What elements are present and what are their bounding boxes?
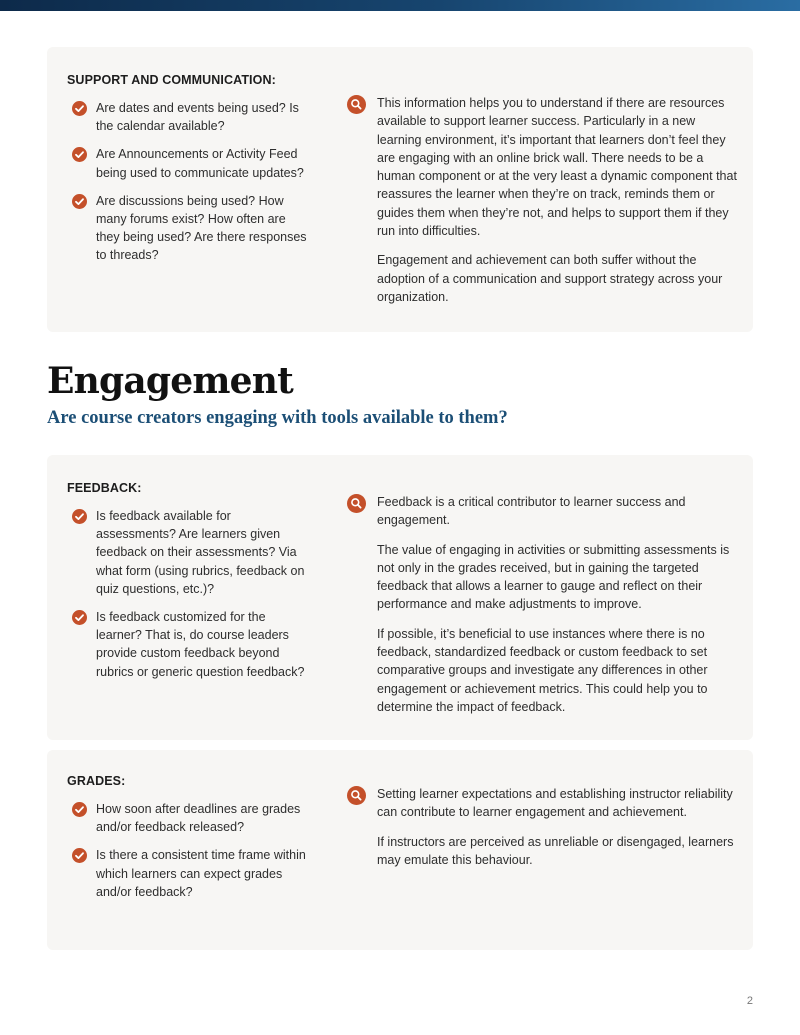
- section-heading: Engagement: [47, 360, 293, 402]
- search-icon: [347, 494, 366, 513]
- check-circle-icon: [72, 194, 87, 209]
- feedback-card: [47, 455, 753, 740]
- insight-block: [377, 785, 737, 880]
- checklist-item-text: Is there a consistent time frame within which learners can expect grades and/or feedback?: [96, 848, 306, 899]
- check-circle-icon: [72, 101, 87, 116]
- check-circle-icon: [72, 848, 87, 863]
- checklist-item: [72, 99, 307, 135]
- check-circle-icon: [72, 802, 87, 817]
- checklist-item-text: How soon after deadlines are grades and/or feedback released?: [96, 802, 301, 835]
- checklist-item: [72, 846, 307, 901]
- check-circle-icon: [72, 147, 87, 162]
- insight-paragraph: If instructors are perceived as unreliable or disengaged, learners may emulate this behaviour.: [377, 834, 734, 867]
- card-title: GRADES:: [67, 774, 126, 788]
- check-circle-icon: [72, 610, 87, 625]
- checklist-item: [72, 192, 307, 265]
- checklist-item: [72, 800, 307, 836]
- checklist: [72, 99, 307, 275]
- insight-paragraph: Engagement and achievement can both suffer without the adoption of a communication and support strategy across your organization.: [377, 253, 723, 304]
- checklist: [72, 507, 307, 691]
- checklist-item: [72, 145, 307, 181]
- checklist-item: [72, 507, 307, 598]
- checklist-item-text: Are dates and events being used? Is the calendar available?: [96, 101, 299, 134]
- checklist-item: [72, 608, 307, 681]
- checklist-item-text: Are discussions being used? How many forums exist? How often are they being used? Are there responses to threads?: [96, 193, 307, 263]
- insight-paragraph: This information helps you to understand if there are resources available to support learner success. Particularly in a new learning environment, it’s important that learners don’t feel they are engaging with an online brick wall. There needs to be a human component or at the very least a dynamic component that reassures the learner when they’re on track, reminds them or guides them when they’re not, and helps to support them if they run into difficulties.: [377, 96, 737, 239]
- checklist-item-text: Are Announcements or Activity Feed being used to communicate updates?: [96, 147, 304, 180]
- card-title: FEEDBACK:: [67, 481, 142, 495]
- checklist: [72, 800, 307, 911]
- card-title: SUPPORT AND COMMUNICATION:: [67, 73, 276, 87]
- search-icon: [347, 95, 366, 114]
- checklist-item-text: Is feedback available for assessments? Are learners given feedback on their assessments? Via what form (using rubrics, feedback on quiz questions, etc.)?: [96, 509, 305, 596]
- check-circle-icon: [72, 509, 87, 524]
- page-number: 2: [746, 995, 753, 1007]
- top-decorative-band: [0, 0, 800, 11]
- insight-block: [377, 493, 737, 727]
- insight-paragraph: Setting learner expectations and establishing instructor reliability can contribute to learner engagement and achievement.: [377, 787, 733, 820]
- grades-card: [47, 750, 753, 950]
- insight-paragraph: The value of engaging in activities or submitting assessments is not only in the grades received, but in gaining the targeted feedback that allows a learner to gauge and reflect on their performance and make adjustments to improve.: [377, 542, 730, 612]
- insight-paragraph: Feedback is a critical contributor to learner success and engagement.: [377, 495, 686, 528]
- checklist-item-text: Is feedback customized for the learner? That is, do course leaders provide custom feedback beyond rubrics or generic question feedback?: [96, 610, 305, 679]
- support-communication-card: [47, 47, 753, 332]
- insight-block: [377, 94, 737, 317]
- search-icon: [347, 786, 366, 805]
- insight-paragraph: If possible, it’s beneficial to use instances where there is no feedback, standardized feedback or custom feedback to set comparative groups and investigate any differences in other engagement or achievement metrics. This could help you to determine the impact of feedback.: [377, 626, 708, 714]
- section-subheading: Are course creators engaging with tools available to them?: [47, 408, 508, 428]
